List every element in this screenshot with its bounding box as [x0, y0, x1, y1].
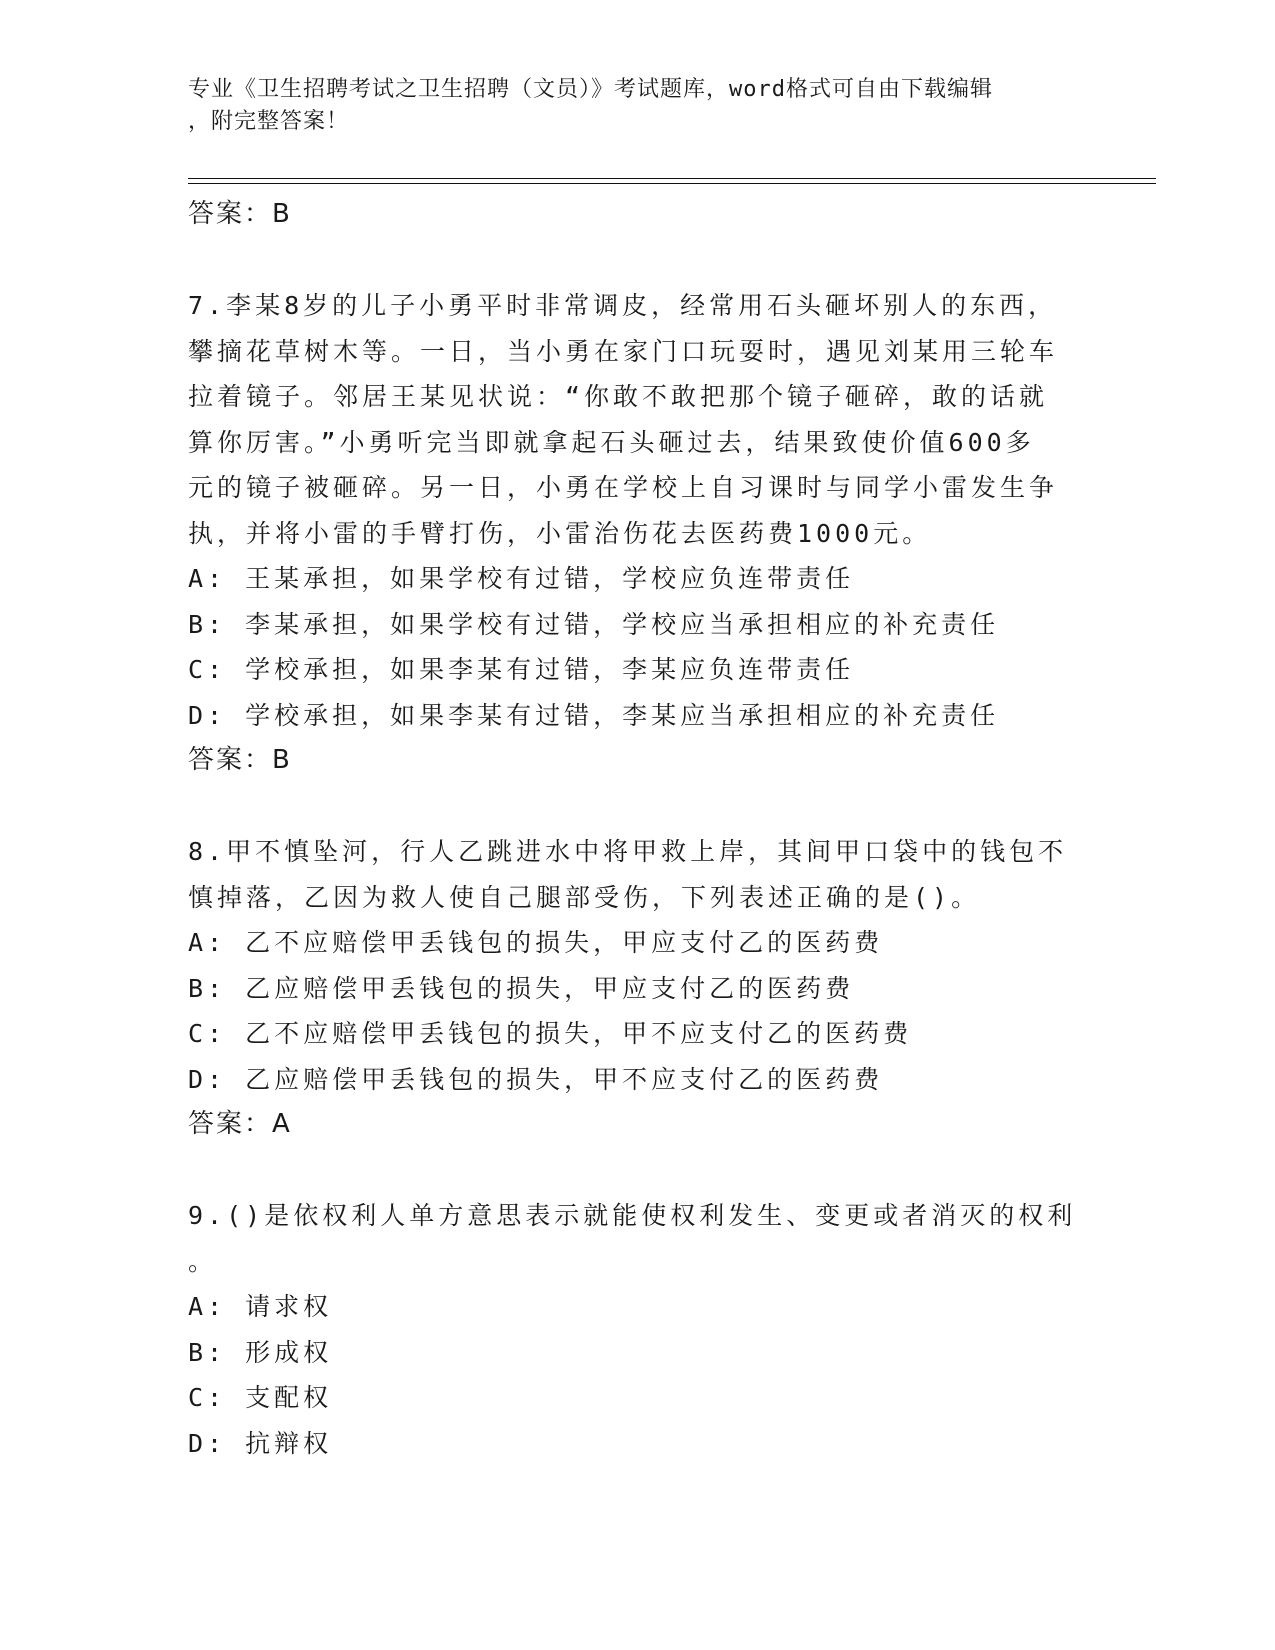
question-stem-line: 攀摘花草树木等。一日，当小勇在家门口玩耍时，遇见刘某用三轮车	[188, 336, 1059, 366]
option-d: D: 学校承担，如果李某有过错，李某应当承担相应的补充责任	[188, 700, 1000, 730]
question-stem-line: 元的镜子被砸碎。另一日，小勇在学校上自习课时与同学小雷发生争	[188, 473, 1059, 502]
option-b: B: 李某承担，如果学校有过错，学校应当承担相应的补充责任	[188, 609, 1000, 639]
question-stem-line: 8.甲不慎坠河，行人乙跳进水中将甲救上岸，其间甲口袋中的钱包不	[188, 837, 1068, 866]
option-a: A: 请求权	[188, 1292, 333, 1321]
question-stem-line: 。	[188, 1246, 218, 1276]
option-b: B: 乙应赔偿甲丢钱包的损失，甲应支付乙的医药费	[188, 973, 855, 1003]
question-stem-line: 执，并将小雷的手臂打伤，小雷治伤花去医药费1000元。	[188, 518, 932, 548]
question-stem-line: 7.李某8岁的儿子小勇平时非常调皮，经常用石头砸坏别人的东西，	[188, 291, 1058, 320]
question-stem-line: 慎掉落，乙因为救人使自己腿部受伤，下列表述正确的是()。	[188, 882, 981, 912]
spacer	[188, 238, 1068, 284]
spacer	[188, 784, 1068, 830]
option-d: D: 乙应赔偿甲丢钱包的损失，甲不应支付乙的医药费	[188, 1064, 884, 1094]
option-c: C: 学校承担，如果李某有过错，李某应负连带责任	[188, 655, 855, 684]
header-divider-top	[188, 178, 1156, 179]
spacer	[188, 1148, 1068, 1194]
question-stem-line: 9.()是依权利人单方意思表示就能使权利发生、变更或者消灭的权利	[188, 1201, 1077, 1230]
page-header	[188, 74, 1068, 138]
question-stem-line: 算你厉害。”小勇听完当即就拿起石头砸过去，结果致使价值600多	[188, 427, 1035, 457]
answer: 答案：A	[188, 1109, 292, 1139]
document-body	[188, 192, 1077, 1466]
answer: 答案：B	[188, 745, 292, 775]
answer-previous: 答案：B	[188, 199, 292, 229]
option-d: D: 抗辩权	[188, 1428, 333, 1458]
header-divider-bottom	[188, 183, 1156, 184]
option-c: C: 乙不应赔偿甲丢钱包的损失，甲不应支付乙的医药费	[188, 1019, 913, 1048]
option-a: A: 乙不应赔偿甲丢钱包的损失，甲应支付乙的医药费	[188, 928, 884, 957]
option-c: C: 支配权	[188, 1383, 333, 1412]
header-line-2: ，附完整答案！	[188, 109, 350, 134]
question-9	[188, 1193, 1077, 1466]
option-a: A: 王某承担，如果学校有过错，学校应负连带责任	[188, 564, 855, 593]
question-stem-line: 拉着镜子。邻居王某见状说：“你敢不敢把那个镜子砸碎，敢的话就	[188, 382, 1049, 411]
option-b: B: 形成权	[188, 1337, 333, 1367]
header-line-1: 专业《卫生招聘考试之卫生招聘（文员）》考试题库，word格式可自由下载编辑	[188, 77, 993, 102]
question-7	[188, 283, 1068, 784]
question-8	[188, 829, 1068, 1148]
